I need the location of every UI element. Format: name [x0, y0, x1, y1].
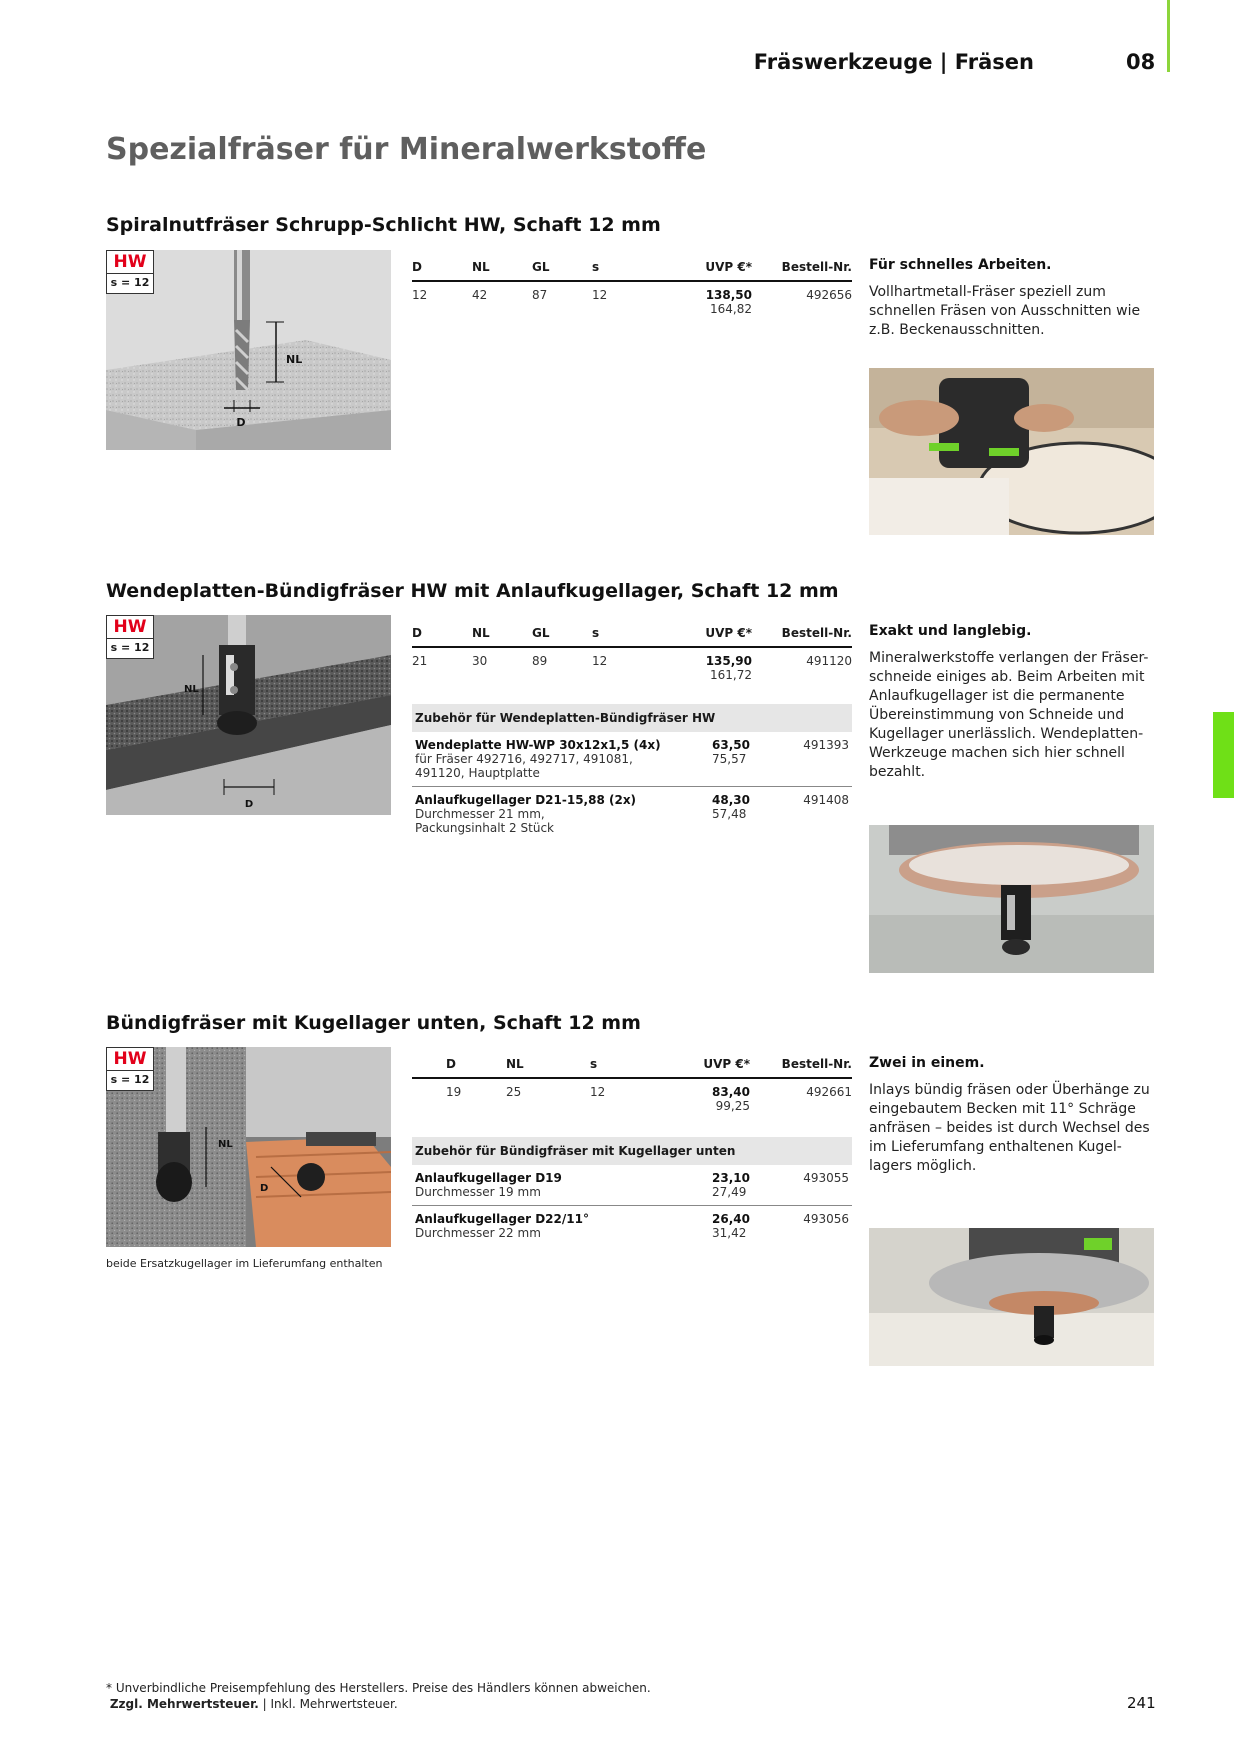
- accessory-detail: Durchmesser 21 mm, Packungsinhalt 2 Stück: [415, 807, 554, 835]
- cell-s: 12: [590, 1085, 606, 1099]
- hw-badge: [106, 615, 154, 659]
- hw-label: HW: [107, 251, 153, 274]
- col-order-no: Bestell-Nr.: [752, 260, 852, 281]
- accessory-row: [412, 787, 852, 841]
- description-text: Inlays bündig fräsen oder Überhänge zu eingebautem Becken mit 11° Schräge anfräsen – beides ist durch Wechsel des im Lieferumfang enthaltenen Kugel-lagers möglich.: [869, 1082, 1150, 1174]
- cell-price: [652, 281, 752, 316]
- description-heading: Zwei in einem.: [869, 1055, 985, 1071]
- description: [869, 1055, 1159, 1176]
- accessory-row: [412, 732, 852, 787]
- accessory-price: [712, 738, 750, 766]
- spec-header-row: [412, 1057, 852, 1078]
- price-net: 83,40: [712, 1085, 750, 1099]
- accessory-name: Wendeplatte HW-WP 30x12x1,5 (4x): [415, 738, 661, 752]
- description-heading: Für schnelles Arbeiten.: [869, 257, 1052, 273]
- cell-d: 21: [412, 654, 428, 668]
- price-net: 48,30: [712, 793, 750, 807]
- description-text: Mineralwerkstoffe verlangen der Fräser-schneide einiges ab. Beim Arbeiten mit Anlaufkugellager ist die permanente Übereinstimmung von Schneide und Kugellager unerlässlich. Wendeplatten-Werkzeuge machen sich hier schnell bezahlt.: [869, 650, 1149, 780]
- application-photo-bearing: [869, 1228, 1154, 1366]
- accessory-detail: Durchmesser 19 mm: [415, 1185, 541, 1199]
- diagram-label-nl: NL: [218, 1139, 233, 1150]
- hw-badge: [106, 250, 154, 294]
- product-image-flush-trim-cutter: [106, 615, 391, 815]
- col-order-no: Bestell-Nr.: [752, 626, 852, 647]
- price-net: 138,50: [705, 288, 752, 302]
- price-net: 26,40: [712, 1212, 750, 1226]
- accessory-block: [412, 704, 852, 841]
- application-photo-router: [869, 368, 1154, 535]
- accessory-name: Anlaufkugellager D21-15,88 (2x): [415, 793, 637, 807]
- col-price: UVP €*: [650, 1057, 750, 1078]
- page-title: Spezialfräser für Mineralwerkstoffe: [106, 132, 707, 167]
- diagram-label-d: D: [236, 416, 246, 429]
- section-title: Spiralnutfräser Schrupp-Schlicht HW, Schaft 12 mm: [106, 214, 661, 236]
- spec-table: [412, 1057, 852, 1113]
- col-s: s: [592, 626, 652, 647]
- price-gross: 99,25: [715, 1099, 750, 1113]
- footnote-vat-bold: Zzgl. Mehrwertsteuer.: [109, 1697, 259, 1711]
- description-heading: Exakt und langlebig.: [869, 623, 1032, 639]
- cell-d: 12: [412, 288, 428, 302]
- col-nl: NL: [442, 260, 532, 281]
- col-price: UVP €*: [652, 260, 752, 281]
- cell-s: 12: [592, 654, 608, 668]
- col-d: D: [412, 260, 442, 281]
- col-price: UVP €*: [652, 626, 752, 647]
- spec-header-row: [412, 260, 852, 281]
- accessory-heading: Zubehör für Bündigfräser mit Kugellager unten: [412, 1137, 852, 1165]
- page-number: 241: [1127, 1694, 1156, 1712]
- header-title: Fräswerkzeuge | Fräsen: [753, 50, 1034, 74]
- footnote-disclaimer: * Unverbindliche Preisempfehlung des Herstellers. Preise des Händlers können abweichen.: [106, 1681, 651, 1695]
- footnote-vat: [106, 1696, 651, 1712]
- cell-s: 12: [592, 288, 608, 302]
- product-image-bearing-cutter: [106, 1047, 391, 1247]
- col-nl: NL: [442, 626, 532, 647]
- description: [869, 257, 1159, 340]
- description: [869, 623, 1159, 782]
- diagram-label-nl: NL: [286, 353, 303, 366]
- spec-table: [412, 260, 852, 316]
- chapter-side-tab: [1213, 712, 1234, 798]
- shank-label: s = 12: [110, 1073, 150, 1086]
- col-d: D: [412, 626, 442, 647]
- accessory-price: [712, 1212, 750, 1240]
- col-s: s: [592, 260, 652, 281]
- cell-gl: 89: [532, 654, 548, 668]
- spec-row: [412, 281, 852, 316]
- accessory-order-no: 493055: [803, 1171, 849, 1185]
- image-caption: beide Ersatzkugellager im Lieferumfang enthalten: [106, 1257, 383, 1270]
- price-gross: 57,48: [712, 807, 747, 821]
- accessory-heading: Zubehör für Wendeplatten-Bündigfräser HW: [412, 704, 852, 732]
- shank-label: s = 12: [110, 641, 150, 654]
- price-gross: 27,49: [712, 1185, 747, 1199]
- col-nl: NL: [506, 1057, 590, 1078]
- cell-order-no: 491120: [806, 654, 852, 668]
- price-gross: 31,42: [712, 1226, 747, 1240]
- accessory-block: [412, 1137, 852, 1246]
- cell-gl: 87: [532, 288, 548, 302]
- accessory-row: [412, 1165, 852, 1206]
- cell-nl: 42: [472, 288, 488, 302]
- product-image-spiral-cutter: [106, 250, 391, 450]
- spec-row: [412, 647, 852, 682]
- spec-table: [412, 626, 852, 682]
- cell-price: [652, 647, 752, 682]
- price-gross: 161,72: [710, 668, 752, 682]
- price-net: 135,90: [705, 654, 752, 668]
- hw-badge: [106, 1047, 154, 1091]
- accessory-order-no: 491393: [803, 738, 849, 752]
- cell-nl: 30: [472, 654, 488, 668]
- accessory-detail: für Fräser 492716, 492717, 491081, 491120, Hauptplatte: [415, 752, 633, 780]
- col-order-no: Bestell-Nr.: [750, 1057, 852, 1078]
- hw-label: HW: [107, 1048, 153, 1071]
- footnote: [106, 1680, 651, 1712]
- price-net: 63,50: [712, 738, 750, 752]
- section-title: Bündigfräser mit Kugellager unten, Schaft 12 mm: [106, 1012, 641, 1034]
- cell-order-no: 492656: [806, 288, 852, 302]
- hw-label: HW: [107, 616, 153, 639]
- accessory-detail: Durchmesser 22 mm: [415, 1226, 541, 1240]
- col-s: s: [590, 1057, 650, 1078]
- col-gl: GL: [532, 626, 592, 647]
- price-gross: 75,57: [712, 752, 747, 766]
- price-net: 23,10: [712, 1171, 750, 1185]
- accessory-name: Anlaufkugellager D22/11°: [415, 1212, 589, 1226]
- diagram-label-d: D: [260, 1183, 269, 1194]
- spec-row: [412, 1078, 852, 1113]
- accessory-price: [712, 1171, 750, 1199]
- cell-price: [650, 1078, 750, 1113]
- cell-d: 19: [446, 1085, 462, 1099]
- description-text: Vollhartmetall-Fräser speziell zum schnellen Fräsen von Ausschnitten wie z.B. Beckenausschnitten.: [869, 284, 1141, 338]
- footnote-vat-rest: | Inkl. Mehrwertsteuer.: [258, 1697, 398, 1711]
- accessory-order-no: 493056: [803, 1212, 849, 1226]
- header-accent-bar: [1167, 0, 1170, 72]
- accessory-price: [712, 793, 750, 821]
- section-title: Wendeplatten-Bündigfräser HW mit Anlaufkugellager, Schaft 12 mm: [106, 580, 839, 602]
- shank-label: s = 12: [110, 276, 150, 289]
- cell-order-no: 492661: [806, 1085, 852, 1099]
- col-gl: GL: [532, 260, 592, 281]
- diagram-label-nl: NL: [184, 684, 199, 695]
- col-d: D: [412, 1057, 506, 1078]
- chapter-number: 08: [1126, 50, 1156, 74]
- diagram-label-d: D: [244, 799, 254, 810]
- spec-header-row: [412, 626, 852, 647]
- price-gross: 164,82: [710, 302, 752, 316]
- accessory-row: [412, 1206, 852, 1246]
- cell-nl: 25: [506, 1085, 522, 1099]
- accessory-name: Anlaufkugellager D19: [415, 1171, 562, 1185]
- application-photo-flush-trim: [869, 825, 1154, 973]
- accessory-order-no: 491408: [803, 793, 849, 807]
